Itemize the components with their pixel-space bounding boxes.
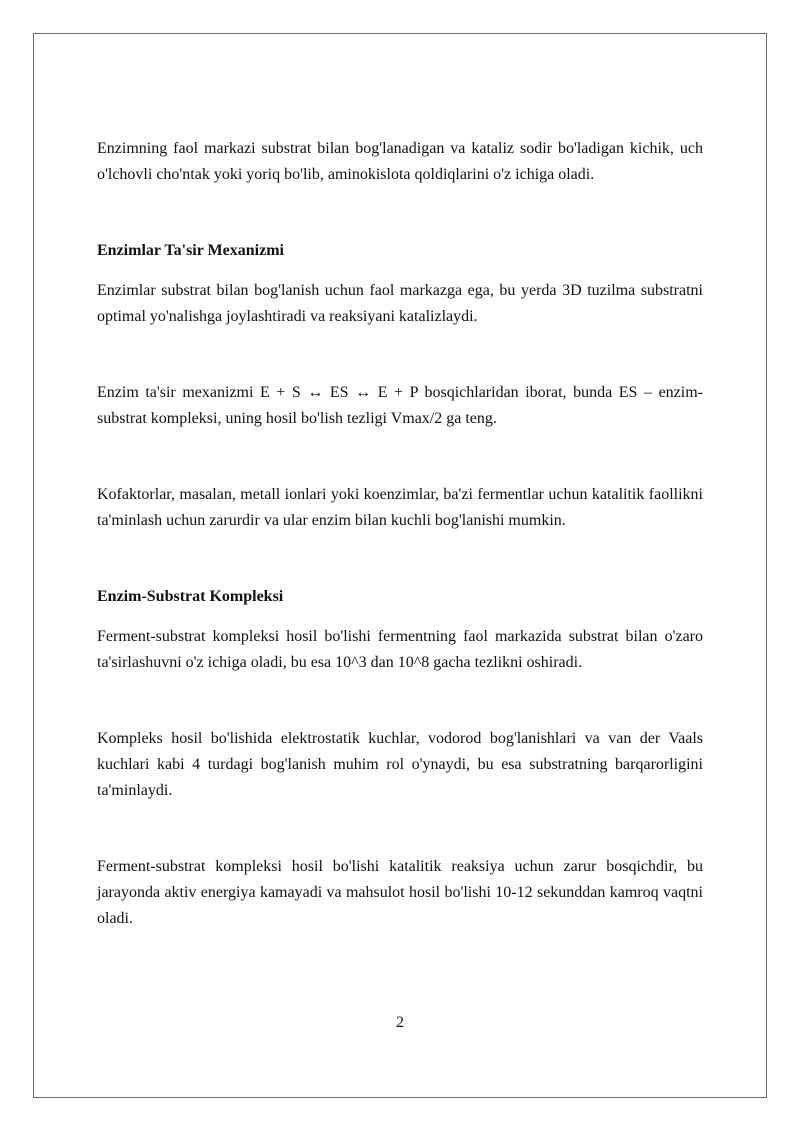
paragraph-5: Ferment-substrat kompleksi hosil bo'lishi fermentning faol markazida substrat bilan o'zaro ta'sirlashuvni o'z ichiga oladi, bu esa 10^3 dan 10^8 gacha tezlikni oshiradi. [97, 628, 703, 671]
paragraph-3: Enzim ta'sir mexanizmi E + S ↔ ES ↔ E + P bosqichlaridan iborat, bunda ES – enzim-substrat kompleksi, uning hosil bo'lish tezligi Vmax/2 ga teng. [97, 384, 703, 427]
heading-mechanism: Enzimlar Ta'sir Mexanizmi [97, 242, 284, 259]
paragraph-4: Kofaktorlar, masalan, metall ionlari yoki koenzimlar, ba'zi fermentlar uchun katalitik faollikni ta'minlash uchun zarurdir va ular enzim bilan kuchli bog'lanishi mumkin. [97, 486, 703, 529]
paragraph-2: Enzimlar substrat bilan bog'lanish uchun faol markazga ega, bu yerda 3D tuzilma substratni optimal yo'nalishga joylashtiradi va reaksiyani katalizlaydi. [97, 282, 703, 325]
heading-complex: Enzim-Substrat Kompleksi [97, 588, 284, 605]
paragraph-7: Ferment-substrat kompleksi hosil bo'lishi katalitik reaksiya uchun zarur bosqichdir, bu jarayonda aktiv energiya kamayadi va mahsulot hosil bo'lishi 10-12 sekunddan kamroq vaqtni oladi. [97, 858, 703, 927]
paragraph-1: Enzimning faol markazi substrat bilan bog'lanadigan va kataliz sodir bo'ladigan kichik, uch o'lchovli cho'ntak yoki yoriq bo'lib, aminokislota qoldiqlarini o'z ichiga oladi. [97, 140, 703, 183]
paragraph-6: Kompleks hosil bo'lishida elektrostatik kuchlar, vodorod bog'lanishlari va van der Vaals kuchlari kabi 4 turdagi bog'lanish muhim rol o'ynaydi, bu esa substratning barqarorligini ta'minlaydi. [97, 730, 703, 799]
document-body [97, 136, 703, 932]
page-number: 2 [396, 1014, 404, 1031]
